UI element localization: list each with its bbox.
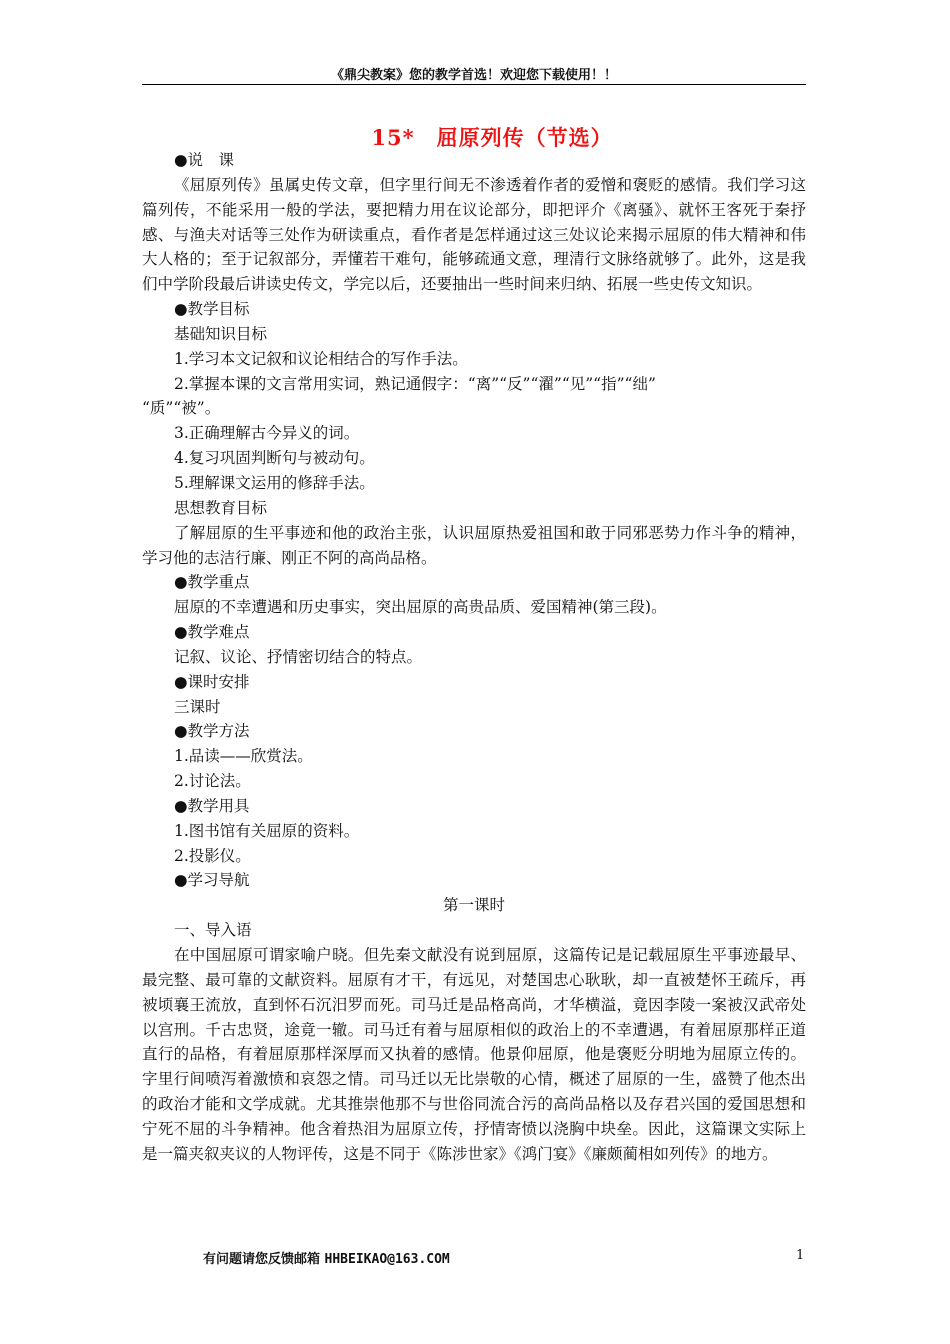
section-heading-shuoke: ●说 课 [174,151,235,169]
intro-heading: 一、导入语 [174,921,252,940]
section-heading-difficulties: ●教学难点 [174,623,250,642]
section-heading-key-points: ●教学重点 [174,573,250,592]
section-heading-goals: ●教学目标 [174,300,250,319]
ideological-paragraph: 了解屈原的生平事迹和他的政治主张，认识屈原热爱祖国和敢于同邪恶势力作斗争的精神，学习他的志洁行廉、刚正不阿的高尚品格。 [142,523,806,567]
goal-item-5: 5.理解课文运用的修辞手法。 [174,473,375,492]
subheading-ideological: 思想教育目标 [174,498,268,517]
document-body [142,148,806,1167]
method-item-1: 1.品读——欣赏法。 [174,747,313,766]
subheading-basic-knowledge: 基础知识目标 [174,324,268,343]
page-footer [203,1248,450,1267]
section-heading-methods: ●教学方法 [174,722,250,741]
header-divider [142,84,806,85]
difficulties-text: 记叙、议论、抒情密切结合的特点。 [174,647,423,666]
tool-item-1: 1.图书馆有关屈原的资料。 [174,821,360,840]
section-heading-guide: ●学习导航 [174,871,250,890]
tool-item-2: 2.投影仪。 [174,846,251,865]
shuoke-paragraph: 《屈原列传》虽属史传文章，但字里行间无不渗透着作者的爱憎和褒贬的感情。我们学习这篇列传，不能采用一般的学法，要把精力用在议论部分，即把评介《离骚》、就怀王客死于秦抒感、与渔夫对话等三处作为研读重点，看作者是怎样通过这三处议论来揭示屈原的伟大精神和伟大人格的；至于记叙部分，弄懂若干难句，能够疏通文意，理清行文脉络就够了。此外，这是我们中学阶段最后讲读史传文，学完以后，还要抽出一些时间来归纳、拓展一些史传文知识。 [142,175,806,294]
page-number: 1 [796,1248,805,1263]
section-heading-schedule: ●课时安排 [174,672,250,691]
document-title: 15* 屈原列传（节选） [371,125,613,150]
footer-email: HHBEIKAO@163.COM [324,1252,450,1267]
method-item-2: 2.讨论法。 [174,772,251,791]
intro-paragraph: 在中国屈原可谓家喻户晓。但先秦文献没有说到屈原，这篇传记是记载屈原生平事迹最早、最完整、最可靠的文献资料。屈原有才干，有远见，对楚国忠心耿耿，却一直被楚怀王疏斥，再被顷襄王流放，直到怀石沉汨罗而死。司马迁是品格高尚，才华横溢，竟因李陵一案被汉武帝处以宫刑。千古忠贤，途竟一辙。司马迁有着与屈原相似的政治上的不幸遭遇，有着屈原那样正道直行的品格，有着屈原那样深厚而又执着的感情。他景仰屈原，他是褒贬分明地为屈原立传的。字里行间喷泻着激愤和哀怨之情。司马迁以无比崇敬的心情，概述了屈原的一生，盛赞了他杰出的政治才能和文学成就。尤其推崇他那不与世俗同流合污的高尚品格以及存君兴国的爱国思想和宁死不屈的斗争精神。他含着热泪为屈原立传，抒情寄愤以浇胸中块垒。因此，这篇课文实际上是一篇夹叙夹议的人物评传，这是不同于《陈涉世家》《鸿门宴》《廉颇蔺相如列传》的地方。 [142,946,806,1163]
goal-item-3: 3.正确理解古今异义的词。 [174,424,360,443]
goal-item-2-continued: “质”“被”。 [142,399,221,418]
lesson-heading: 第一课时 [442,896,505,915]
schedule-text: 三课时 [174,697,221,716]
key-points-text: 屈原的不幸遭遇和历史事实，突出屈原的高贵品质、爱国精神(第三段)。 [174,598,667,617]
goal-item-1: 1.学习本文记叙和议论相结合的写作手法。 [174,349,468,368]
goal-item-4: 4.复习巩固判断句与被动句。 [174,449,375,468]
goal-item-2: 2.掌握本课的文言常用实词，熟记通假字：“离”“反”“濯”“见”“指”“绌” [174,374,656,393]
footer-label: 有问题请您反馈邮箱 [203,1252,325,1267]
page-header: 《鼎尖教案》您的教学首选！欢迎您下载使用！！ [330,68,617,83]
section-heading-tools: ●教学用具 [174,796,250,815]
